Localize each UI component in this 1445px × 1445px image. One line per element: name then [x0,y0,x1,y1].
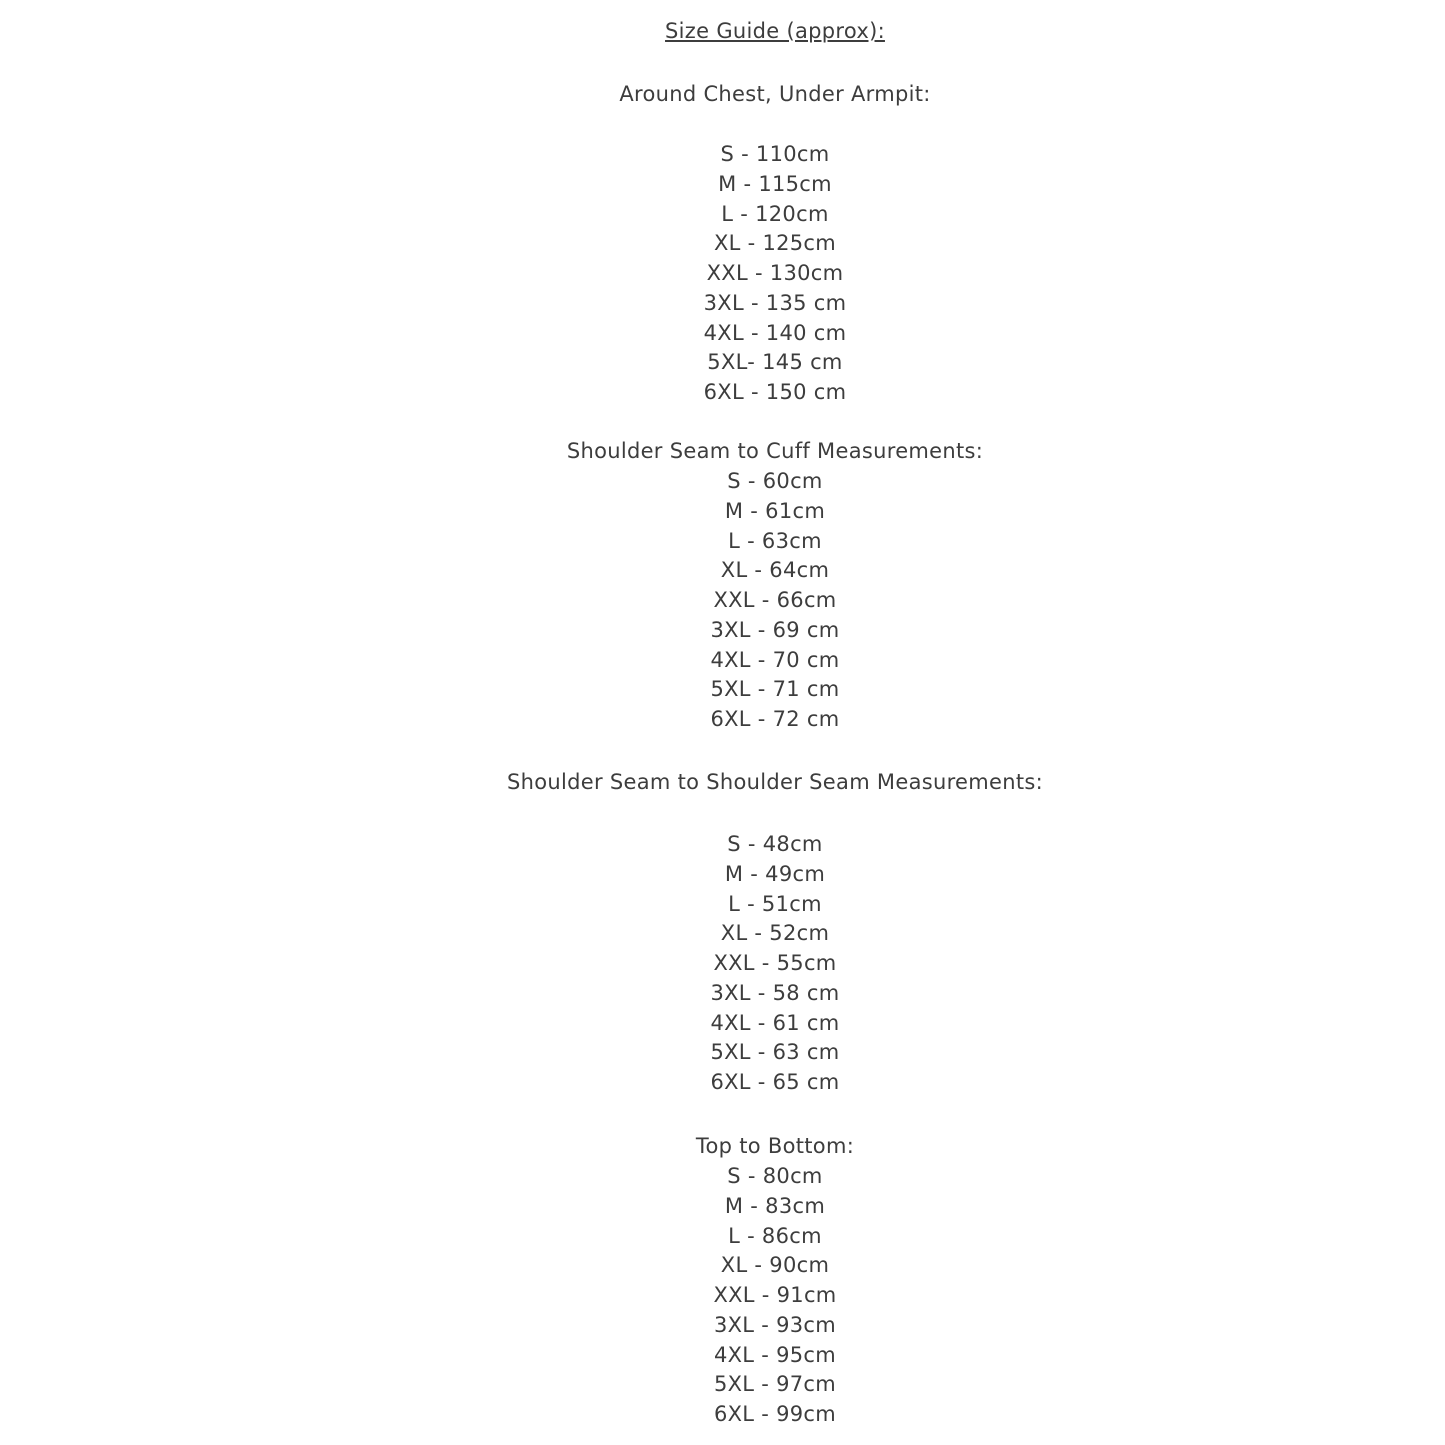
size-line: L - 51cm [728,891,822,916]
size-line: XL - 90cm [720,1253,830,1278]
size-line: L - 63cm [728,528,822,553]
size-line: M - 83cm [724,1193,826,1218]
size-line: 3XL - 93cm [713,1312,837,1337]
size-guide-document [105,0,1445,1430]
size-line: M - 49cm [724,861,826,886]
size-guide-title: Size Guide (approx): [665,19,885,43]
size-section-around-chest-under-armpit [105,80,1445,408]
size-line: 5XL - 97cm [713,1372,837,1397]
size-section-shoulder-seam-to-cuff-measurements [105,437,1445,735]
size-line: S - 60cm [727,469,823,493]
size-line: XL - 125cm [713,231,837,256]
size-line: S - 110cm [720,142,830,166]
size-line: M - 61cm [724,498,826,523]
section-heading: Shoulder Seam to Cuff Measurements: [566,439,984,463]
size-line: L - 86cm [728,1223,822,1248]
size-line: 4XL - 61 cm [710,1010,840,1035]
section-items [105,140,1445,408]
size-line: S - 80cm [727,1164,823,1188]
size-line: 6XL - 99cm [713,1402,837,1426]
size-line: 5XL - 63 cm [710,1040,840,1065]
size-guide-sections [105,80,1445,1430]
size-line: 5XL- 145 cm [707,350,843,375]
size-line: 4XL - 95cm [713,1342,837,1367]
section-items [105,467,1445,735]
size-line: 3XL - 69 cm [710,617,840,642]
size-line: XL - 52cm [720,921,830,946]
section-heading: Top to Bottom: [695,1134,855,1158]
size-section-top-to-bottom [105,1132,1445,1430]
size-line: XXL - 55cm [713,951,837,975]
size-line: 6XL - 72 cm [710,707,840,731]
size-line: 3XL - 135 cm [703,290,847,315]
size-section-shoulder-seam-to-shoulder-seam-measurements [105,768,1445,1098]
size-line: XXL - 130cm [706,261,844,285]
section-items [105,1162,1445,1430]
size-line: XXL - 66cm [713,588,837,612]
size-line: S - 48cm [727,832,823,856]
size-line: 4XL - 70 cm [710,647,840,672]
size-line: 5XL - 71 cm [710,677,840,702]
size-line: 6XL - 65 cm [710,1070,840,1094]
size-line: XL - 64cm [720,558,830,583]
size-line: 3XL - 58 cm [710,980,840,1005]
section-heading: Shoulder Seam to Shoulder Seam Measurements: [506,770,1044,794]
size-line: L - 120cm [721,201,829,226]
size-line: 6XL - 150 cm [703,380,847,404]
size-line: XXL - 91cm [713,1283,837,1307]
section-items [105,830,1445,1098]
size-line: 4XL - 140 cm [703,320,847,345]
size-line: M - 115cm [718,171,832,196]
section-heading: Around Chest, Under Armpit: [619,82,931,106]
